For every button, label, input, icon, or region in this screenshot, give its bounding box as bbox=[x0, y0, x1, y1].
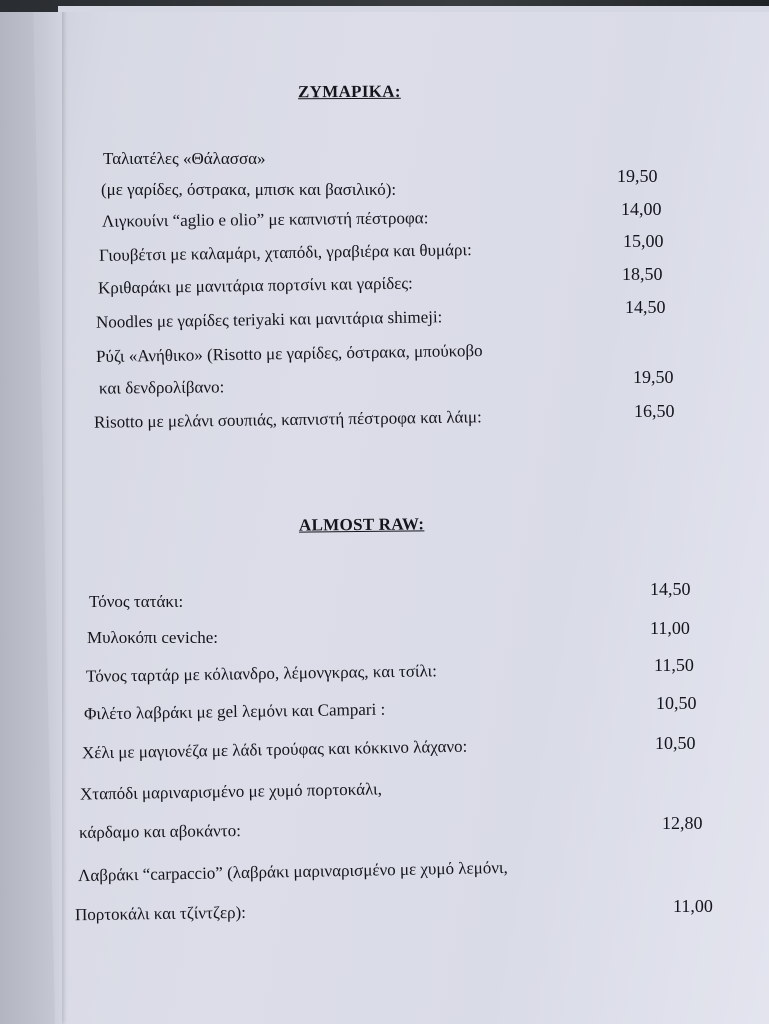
menu-item-description: κάρδαμο και αβοκάντο: bbox=[78, 821, 241, 842]
top-edge bbox=[0, 0, 769, 12]
menu-item-price: 19,50 bbox=[633, 367, 674, 387]
section-title-pasta: ΖΥΜΑΡΙΚΑ: bbox=[297, 81, 401, 102]
menu-item-name: Noodles με γαρίδες teriyaki και μανιτάρια shimeji: bbox=[95, 307, 443, 332]
menu-item-price: 11,00 bbox=[650, 618, 690, 638]
menu-item-price: 19,50 bbox=[617, 166, 658, 186]
menu-item-name: Γιουβέτσι με καλαμάρι, χταπόδι, γραβιέρα και θυμάρι: bbox=[98, 240, 472, 265]
menu-item-name: Φιλέτο λαβράκι με gel λεμόνι και Campari : bbox=[83, 699, 386, 724]
menu-item-name: Τόνος τατάκι: bbox=[89, 592, 184, 611]
menu-item-price: 11,00 bbox=[673, 896, 713, 916]
page-fold bbox=[0, 0, 62, 1024]
menu-item-price: 11,50 bbox=[654, 655, 694, 675]
menu-item-price: 12,80 bbox=[662, 813, 703, 833]
menu-item-description: Πορτοκάλι και τζίντζερ): bbox=[74, 902, 247, 925]
menu-item-name: Μυλοκόπι ceviche: bbox=[87, 628, 219, 647]
menu-item-price: 10,50 bbox=[656, 693, 697, 713]
menu-item-price: 10,50 bbox=[655, 733, 696, 753]
section-title-almost-raw: ALMOST RAW: bbox=[298, 514, 425, 535]
menu-item-price: 14,50 bbox=[625, 297, 666, 317]
menu-item-price: 15,00 bbox=[623, 231, 664, 251]
menu-item-description: και δενδρολίβανο: bbox=[98, 377, 225, 398]
menu-item-name: Λαβράκι “carpaccio” (λαβράκι μαριναρισμένο με χυμό λεμόνι, bbox=[77, 857, 508, 886]
menu-item-name: Χταπόδι μαριναρισμένο με χυμό πορτοκάλι, bbox=[79, 779, 383, 804]
menu-item-name: Τόνος ταρτάρ με κόλιανδρο, λέμονγκρας, και τσίλι: bbox=[85, 661, 438, 686]
menu-item-name: Ταλιατέλες «Θάλασσα» bbox=[103, 149, 266, 168]
menu-item-name: Λιγκουίνι “aglio e olio” με καπνιστή πέστροφα: bbox=[101, 208, 429, 231]
menu-item-name: Κριθαράκι με μανιτάρια πορτσίνι και γαρίδες: bbox=[97, 273, 413, 298]
menu-item-price: 16,50 bbox=[634, 401, 675, 421]
menu-item-price: 14,50 bbox=[650, 579, 691, 599]
menu-item-name: Risotto με μελάνι σουπιάς, καπνιστή πέστροφα και λάιμ: bbox=[93, 407, 482, 432]
menu-item-price: 14,00 bbox=[621, 199, 662, 219]
menu-item-description: (με γαρίδες, όστρακα, μπισκ και βασιλικό): bbox=[101, 180, 397, 199]
menu-item-price: 18,50 bbox=[622, 264, 663, 284]
menu-item-name: Ρύζι «Ανήθικο» (Risotto με γαρίδες, όστρακα, μπούκοβο bbox=[95, 340, 483, 367]
menu-item-name: Χέλι με μαγιονέζα με λάδι τρούφας και κόκκινο λάχανο: bbox=[81, 736, 468, 763]
